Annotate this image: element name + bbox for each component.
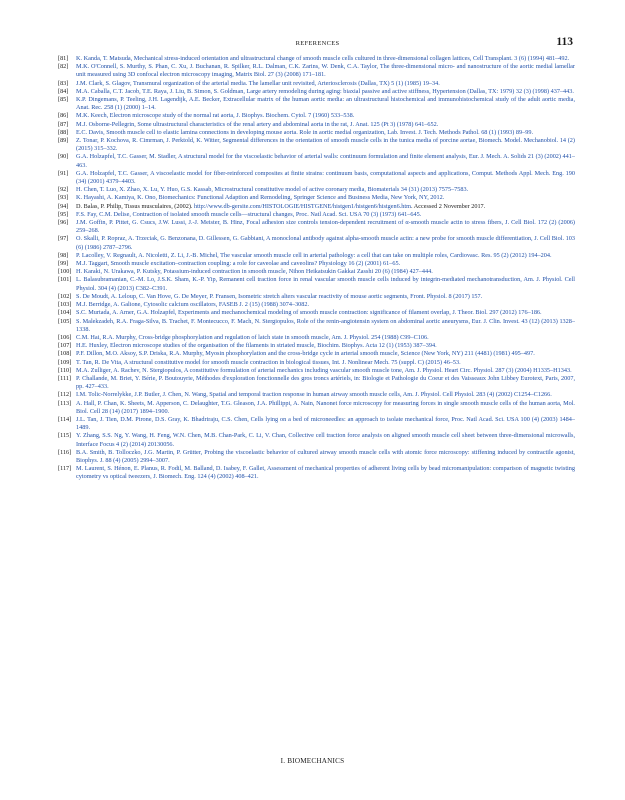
reference-entry (58, 276, 575, 292)
reference-text-after-link: . Accessed 2 November 2017. (410, 202, 486, 210)
reference-entry (58, 416, 575, 432)
reference-list (58, 55, 575, 482)
reference-text: K. Kanda, T. Matsuda, Mechanical stress-induced orientation and ultrastructural change of smooth muscle cells cultured in three-dimensional collagen lattices, Cell Transplant. 3 (6) (1994) 481–492. (76, 55, 570, 62)
reference-text: M.J. Taggart, Smooth muscle excitation–contraction coupling: a role for caveolae and caveolins? Physiology 16 (2) (2001) 61–65. (76, 260, 401, 268)
reference-number: [102] (58, 292, 72, 300)
reference-text: S. Malekzadeh, R.A. Fraga-Silva, B. Trachet, F. Montecucco, F. Mach, N. Stergiopulos, Role of the renin-angiotensin system on abdominal aortic aneurysms, Eur. J. Clin. Invest. 43 (12) (2013) 1328–1338. (76, 317, 575, 333)
reference-text-before-link: D. Balas, P. Philip, Tissus musculaires, (2002). (76, 202, 194, 210)
reference-number: [93] (58, 194, 69, 202)
reference-text: P. Challande, M. Briet, Y. Bérie, P. Boutouyrie, Méthodes d'exploration fonctionnelle des gros troncs artériels, in: Biologie et Pathologie du Coeur et des Vaisseaux John Libbey Eurotext, Paris, 2007, pp. 427–433. (76, 374, 575, 391)
reference-text: L. Balasubramanian, C.-M. Lo, J.S.K. Sham, K.-P. Yip, Remanent cell traction force in renal vascular smooth muscle cells induced by integrin-mediated mechanotransduction, Am. J. Physiol. Cell Physiol. 304 (4) (2013) C382–C391. (76, 276, 575, 292)
reference-text: G.A. Holzapfel, T.C. Gasser, A viscoelastic model for fiber-reinforced composites at finite strains: continuum basis, computational aspects and applications, Comput. Methods Appl. Mech. Eng. 190 (34) (2001) 4379–4403. (76, 169, 575, 186)
reference-entry (58, 301, 575, 309)
reference-number: [112] (58, 391, 72, 399)
reference-entry (58, 318, 575, 334)
reference-number: [90] (58, 153, 69, 161)
reference-number: [116] (58, 448, 72, 456)
reference-text: S.C. Murtada, A. Arner, G.A. Holzapfel, Experiments and mechanochemical modeling of smooth muscle contraction: significance of filament overlap, J. Theor. Biol. 297 (2012) 176–186. (76, 309, 542, 317)
reference-number: [99] (58, 260, 69, 268)
reference-number: [84] (58, 87, 69, 95)
reference-number: [85] (58, 96, 69, 104)
reference-entry (58, 129, 575, 137)
reference-entry (58, 235, 575, 251)
page-header (62, 37, 573, 53)
reference-entry (58, 293, 575, 301)
reference-entry (58, 186, 575, 194)
reference-entry (58, 367, 575, 375)
reference-entry (58, 400, 575, 416)
reference-text: J.M. Clark, S. Glagov, Transmural organization of the arterial media. The lamellar unit revisited, Arteriosclerosis (Dallas, TX) 5 (1) (1985) 19–34. (76, 79, 440, 87)
reference-number: [92] (58, 186, 69, 194)
reference-entry (58, 465, 575, 481)
reference-entry (58, 63, 575, 79)
reference-number: [104] (58, 309, 72, 317)
reference-entry (58, 170, 575, 186)
reference-number: [89] (58, 137, 69, 145)
reference-text: O. Skalli, P. Ropraz, A. Trzeciak, G. Benzonana, D. Gillessen, G. Gabbiani, A monoclonal antibody against alpha-smooth muscle actin: a new probe for smooth muscle differentiation, J. Cell Biol. 103 (6) (1986) 2787–2796. (76, 235, 575, 251)
reference-text (76, 203, 575, 211)
reference-text: A. Hall, P. Chan, K. Sheets, M. Apperson, C. Delaughter, T.G. Gleason, J.A. Phillippi, A. Nain, Nanonet force microscopy for measuring forces in single smooth muscle cells of the human aorta, Mol. Biol. Cell 28 (14) (2017) 1894–1900. (76, 399, 575, 415)
reference-text: H. Karaki, N. Urakawa, P. Kutsky, Potassium-induced contraction in smooth muscle, Nihon Heikatsukin Gakkai Zasshi 20 (6) (1984) 427–444. (76, 268, 433, 276)
reference-number: [100] (58, 268, 72, 276)
reference-entry (58, 88, 575, 96)
reference-text: M.K. Keech, Electron microscope study of the normal rat aorta, J. Biophys. Biochem. Cytol. 7 (1960) 533–538. (76, 112, 355, 120)
reference-entry (58, 342, 575, 350)
reference-text: Z. Tonar, P. Kochova, R. Cimrman, J. Perktold, K. Witter, Segmental differences in the orientation of smooth muscle cells in the tunica media of porcine aortae, Biomech. Model. Mechanobiol. 14 (2) (2015) 315–332. (76, 137, 575, 153)
reference-text: P. Lacolley, V. Regnault, A. Nicoletti, Z. Li, J.-B. Michel, The vascular smooth muscle cell in arterial pathology: a cell that can take on multiple roles, Cardiovasc. Res. 95 (2) (2012) 194–204. (76, 251, 552, 259)
reference-number: [105] (58, 317, 72, 325)
reference-entry (58, 96, 575, 112)
reference-text: K.P. Dingemans, P. Teeling, J.H. Lagendijk, A.E. Becker, Extracellular matrix of the human aortic media: an ultrastructural histochemical and immunohistochemical study of the adult aortic media, Anat. Rec. 258 (1) (2000) 1–14. (76, 96, 575, 112)
reference-entry (58, 219, 575, 235)
reference-text: E.C. Davis, Smooth muscle cell to elastic lamina connections in developing mouse aorta. Role in aortic medial organization, Lab. Invest. J. Tech. Methods Pathol. 68 (1) (1993) 89–99. (76, 128, 534, 136)
page-number: 113 (556, 36, 573, 48)
reference-number: [82] (58, 63, 69, 71)
reference-number: [98] (58, 251, 69, 259)
reference-number: [109] (58, 358, 72, 366)
reference-entry (58, 309, 575, 317)
reference-entry (58, 268, 575, 276)
reference-text: H.E. Huxley, Electron microscope studies of the organisation of the filaments in striated muscle, Biochim. Biophys. Acta 12 (1) (1953) 387–394. (76, 342, 437, 350)
reference-entry (58, 391, 575, 399)
reference-entry (58, 334, 575, 342)
reference-number: [108] (58, 350, 72, 358)
reference-entry (58, 375, 575, 391)
reference-text: H. Chen, T. Luo, X. Zhao, X. Lu, Y. Huo, G.S. Kassab, Microstructural constitutive model of active coronary media, Biomaterials 34 (31) (2013) 7575–7583. (76, 186, 469, 194)
reference-number: [103] (58, 301, 72, 309)
reference-text: F.S. Fay, C.M. Delise, Contraction of isolated smooth muscle cells—structural changes, Proc. Natl Acad. Sci. USA 70 (3) (1973) 641–645. (76, 210, 422, 218)
reference-number: [88] (58, 128, 69, 136)
reference-entry (58, 350, 575, 358)
reference-number: [95] (58, 210, 69, 218)
reference-entry (58, 137, 575, 153)
reference-number: [117] (58, 465, 72, 473)
reference-number: [115] (58, 432, 72, 440)
reference-text: J.M. Goffin, P. Pittet, G. Csucs, J.W. Lussi, J.-J. Meister, B. Hinz, Focal adhesion size controls tension-dependent recruitment of α-smooth muscle actin to stress fibers, J. Cell Biol. 172 (2) (2006) 259–268. (76, 219, 575, 235)
reference-entry (58, 112, 575, 120)
reference-number: [113] (58, 399, 72, 407)
reference-text: J.L. Tan, J. Tien, D.M. Pirone, D.S. Gray, K. Bhadriraju, C.S. Chen, Cells lying on a bed of microneedles: an approach to isolate mechanical force, Proc. Natl Acad. Sci. USA 100 (4) (2003) 1484–1489. (76, 415, 575, 432)
reference-entry (58, 153, 575, 169)
reference-entry (58, 449, 575, 465)
reference-text: M.K. O'Connell, S. Murthy, S. Phan, C. Xu, J. Buchanan, R. Spilker, R.L. Dalman, C.K. Zarins, W. Denk, C.A. Taylor, The three-dimensional micro- and nanostructure of the aortic medial lamellar unit measured using 3D confocal electron microscopy imaging, Matrix Biol. 27 (3) (2008) 171–181. (76, 63, 575, 79)
reference-text: M. Laurent, S. Hénon, E. Planus, R. Fodil, M. Balland, D. Isabey, F. Gallet, Assessment of mechanical properties of adherent living cells by bead micromanipulation: comparison of magnetic twisting cytometry vs optical tweezers, J. Biomech. Eng. 124 (4) (2002) 408–421. (76, 465, 575, 481)
reference-number: [110] (58, 366, 72, 374)
reference-entry (58, 432, 575, 448)
reference-number: [91] (58, 169, 69, 177)
reference-text: C.M. Hai, R.A. Murphy, Cross-bridge phosphorylation and regulation of latch state in smooth muscle, Am. J. Physiol. 254 (1988) C99–C106. (76, 333, 429, 341)
reference-text: M.J. Berridge, A. Galione, Cytosolic calcium oscillators, FASEB J. 2 (15) (1988) 3074–3082. (76, 301, 310, 309)
reference-entry (58, 252, 575, 260)
reference-text: M.A. Zulliger, A. Rachev, N. Stergiopulos, A constitutive formulation of arterial mechanics including vascular smooth muscle tone, Am. J. Physiol. Heart Circ. Physiol. 287 (3) (2004) H1335–H1343. (76, 366, 572, 374)
reference-entry (58, 260, 575, 268)
reference-number: [86] (58, 112, 69, 120)
reference-number: [106] (58, 333, 72, 341)
reference-url-link[interactable]: http://www.db-gersite.com/HISTOLOGIE/HISTGENE/histgen1/histgen6/histgen6.htm (194, 202, 411, 210)
reference-text: K. Hayashi, A. Kamiya, K. Ono, Biomechanics: Functional Adaption and Remodeling, Springer Science and Business Media, New York, NY, 2012. (76, 194, 445, 202)
reference-text: M.J. Osborne-Pellegrin, Some ultrastructural characteristics of the renal artery and abdominal aorta in the rat, J. Anat. 125 (Pt 3) (1978) 641–652. (76, 120, 439, 128)
reference-number: [81] (58, 55, 69, 62)
reference-text: P.F. Dillon, M.O. Aksoy, S.P. Driska, R.A. Murphy, Myosin phosphorylation and the cross-bridge cycle in arterial smooth muscle, Science (New York, NY) 211 (4481) (1981) 495–497. (76, 350, 535, 358)
reference-entry (58, 194, 575, 202)
reference-number: [114] (58, 415, 72, 423)
reference-entry (58, 55, 575, 63)
reference-number: [101] (58, 276, 72, 284)
reference-entry (58, 121, 575, 129)
reference-number: [96] (58, 219, 69, 227)
reference-text: T. Tan, R. De Vita, A structural constitutive model for smooth muscle contraction in biological tissues, Int. J. Nonlinear Mech. 75 (suppl. C) (2015) 46–53. (76, 358, 461, 366)
reference-text: Y. Zhang, S.S. Ng, Y. Wang, H. Feng, W.N. Chen, M.B. Chan-Park, C. Li, V. Chan, Collective cell traction force analysis on aligned smooth muscle cell sheet between three-dimensional microwalls, Interface Focus 4 (2) (2014) 20130056. (76, 432, 575, 448)
reference-number: [94] (58, 202, 69, 210)
reference-number: [107] (58, 342, 72, 350)
reference-text: G.A. Holzapfel, T.C. Gasser, M. Stadler, A structural model for the viscoelastic behavior of arterial walls: continuum formulation and finite element analysis, Eur. J. Mech. A. Solids 21 (3) (2002) 441–463. (76, 153, 575, 169)
reference-number: [97] (58, 235, 69, 243)
reference-entry (58, 359, 575, 367)
running-header-title: REFERENCES (295, 40, 340, 47)
reference-entry (58, 80, 575, 88)
reference-number: [111] (58, 374, 72, 382)
reference-number: [87] (58, 120, 69, 128)
reference-text: I.M. Tolic-Norrelykke, J.P. Butler, J. Chen, N. Wang, Spatial and temporal traction response in human airway smooth muscle cells, Am. J. Physiol. Cell Physiol. 283 (4) (2002) C1254–C1266. (76, 391, 552, 399)
reference-text: S. De Moudt, A. Leloup, C. Van Hove, G. De Meyer, P. Fransen, Isometric stretch alters vascular reactivity of mouse aortic segments, Front. Physiol. 8 (2017) 157. (76, 292, 483, 300)
reference-entry (58, 211, 575, 219)
reference-entry (58, 203, 575, 211)
reference-text: M.A. Caballa, C.T. Jacob, T.E. Raya, J. Liu, B. Simon, S. Goldman, Large artery remodeling during aging: biaxial passive and active stiffness, Hypertension (Dallas, TX: 1979) 32 (3) (1998) 437–443. (76, 87, 574, 95)
reference-number: [83] (58, 79, 69, 87)
reference-text: B.A. Smith, B. Tolloczko, J.G. Martin, P. Grütter, Probing the viscoelastic behavior of cultured airway smooth muscle cells with atomic force microscopy: stiffening induced by contractile agonist, Biophys. J. 88 (4) (2005) 2994–3007. (76, 448, 575, 464)
running-footer: I. BIOMECHANICS (280, 757, 345, 765)
